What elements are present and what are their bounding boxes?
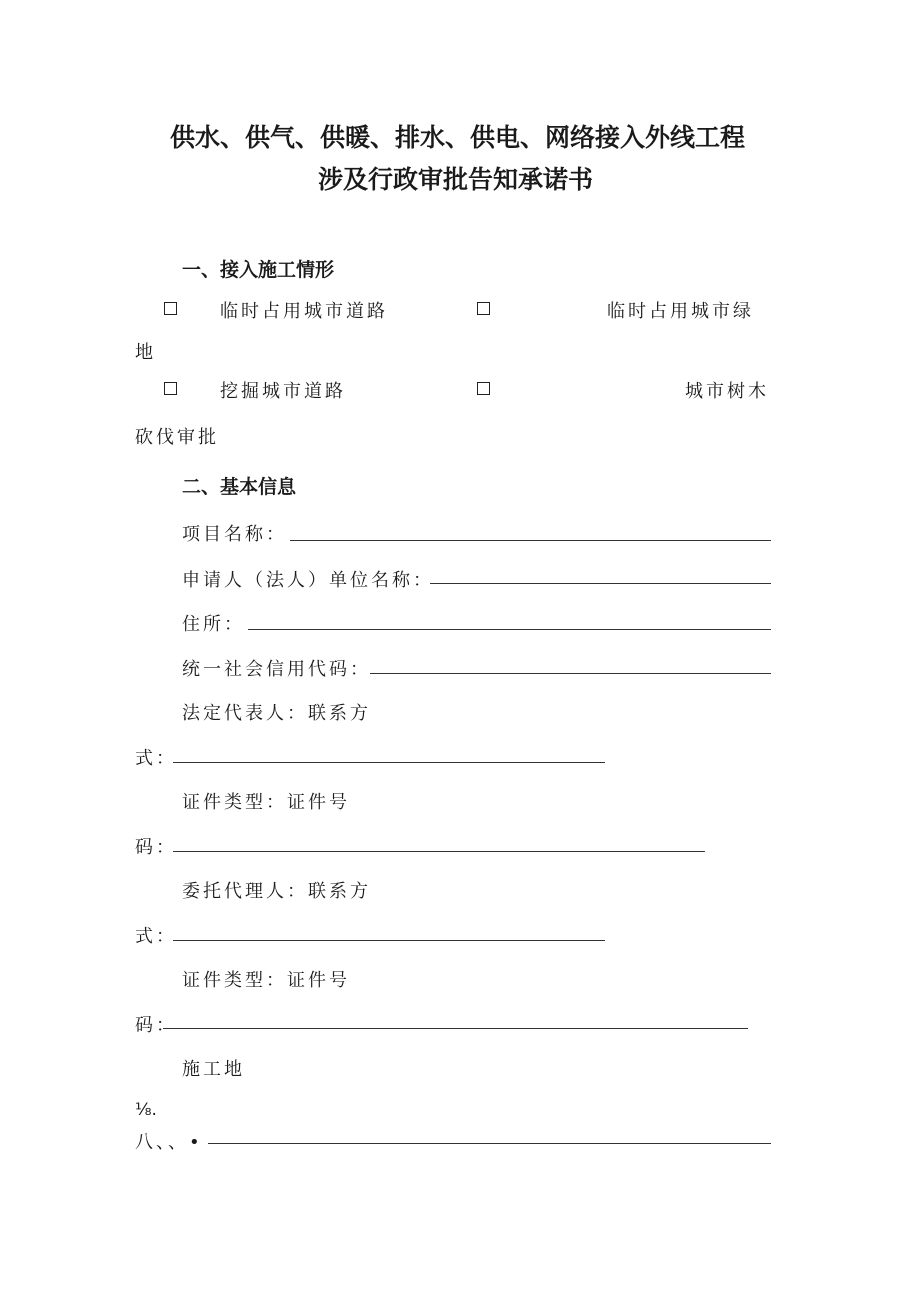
applicant-unit-field[interactable] <box>430 583 771 584</box>
legal-rep-contact-tail: 式： <box>135 748 177 769</box>
document-title-line1: 供水、供气、供暖、排水、供电、网络接入外线工程 <box>170 123 746 152</box>
legal-rep-id-label: 证件类型：证件号 <box>182 792 350 813</box>
checkbox-temp-road[interactable] <box>164 302 177 315</box>
agent-contact-tail: 式： <box>135 926 177 947</box>
section1-heading: 一、接入施工情形 <box>182 259 335 281</box>
credit-code-field[interactable] <box>370 673 771 674</box>
option-temp-green-label-wrap: 地 <box>135 342 156 363</box>
agent-contact-field[interactable] <box>173 940 605 941</box>
option-dig-road-label: 挖掘城市道路 <box>220 381 346 402</box>
agent-id-tail: 码： <box>135 1015 177 1036</box>
site-field[interactable] <box>208 1143 771 1144</box>
site-label: 施工地 <box>182 1059 245 1080</box>
option-temp-green-label: 临时占用城市绿 <box>607 301 754 322</box>
legal-rep-contact-label: 法定代表人：联系方 <box>182 703 371 724</box>
agent-id-field[interactable] <box>163 1028 748 1029</box>
address-field[interactable] <box>248 629 771 630</box>
site-tail-1: ⅛. <box>135 1100 157 1120</box>
credit-code-label: 统一社会信用代码： <box>182 659 371 680</box>
option-tree-felling-label-wrap: 砍伐审批 <box>135 427 219 448</box>
option-tree-felling-label: 城市树木 <box>685 381 769 402</box>
checkbox-dig-road[interactable] <box>164 382 177 395</box>
legal-rep-id-tail: 码： <box>135 837 177 858</box>
checkbox-temp-green[interactable] <box>477 302 490 315</box>
checkbox-tree-felling[interactable] <box>477 382 490 395</box>
project-name-field[interactable] <box>290 540 771 541</box>
legal-rep-id-field[interactable] <box>173 851 705 852</box>
site-tail-2: 八、、• <box>135 1132 203 1153</box>
project-name-label: 项目名称： <box>182 524 287 545</box>
agent-contact-label: 委托代理人：联系方 <box>182 881 371 902</box>
applicant-unit-label: 申请人（法人）单位名称： <box>182 570 434 591</box>
address-label: 住所： <box>182 614 245 635</box>
document-title-line2: 涉及行政审批告知承诺书 <box>318 165 594 194</box>
section2-heading: 二、基本信息 <box>182 476 297 498</box>
legal-rep-contact-field[interactable] <box>173 762 605 763</box>
agent-id-label: 证件类型：证件号 <box>182 970 350 991</box>
option-temp-road-label: 临时占用城市道路 <box>220 301 388 322</box>
